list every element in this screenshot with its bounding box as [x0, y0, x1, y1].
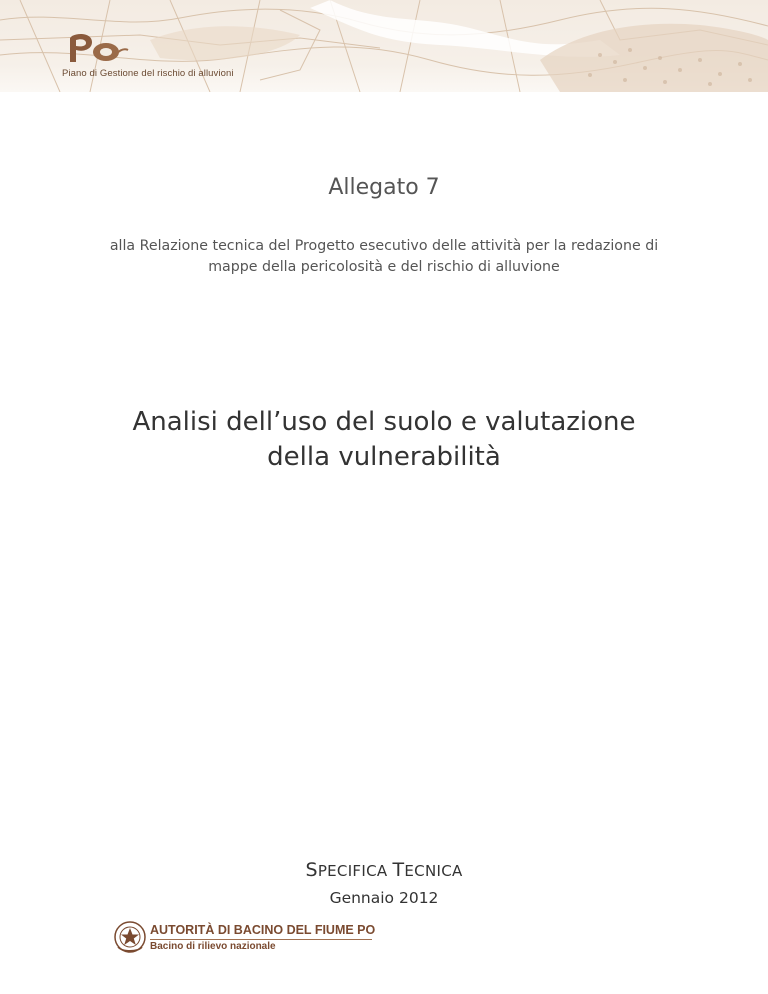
authority-divider: [150, 939, 372, 940]
po-logo-mark: [62, 32, 132, 66]
authority-logo: [112, 919, 382, 957]
document-subtitle: alla Relazione tecnica del Progetto esecutivo delle attività per la redazione di mappe della pericolosità e del rischio di alluvione: [109, 238, 659, 275]
spec-label: [0, 859, 768, 881]
po-logo: [62, 32, 262, 82]
italian-emblem-icon: [112, 919, 148, 955]
document-date: Gennaio 2012: [329, 889, 439, 907]
spec-rest-2: ECNICA: [404, 862, 463, 880]
spec-initial-1: S: [305, 859, 318, 881]
header-map-banner: [0, 0, 768, 92]
logo-caption: Piano di Gestione del rischio di alluvioni: [62, 68, 234, 79]
document-title: [70, 405, 698, 475]
title-line-1: Analisi dell’uso del suolo e valutazione: [132, 407, 636, 437]
authority-subtitle: Bacino di rilievo nazionale: [150, 941, 276, 952]
spec-rest-1: PECIFICA: [317, 862, 393, 880]
title-line-2: della vulnerabilità: [267, 442, 501, 472]
spec-initial-2: T: [392, 859, 405, 881]
allegato-heading: Allegato 7: [328, 175, 440, 200]
authority-name: AUTORITÀ DI BACINO DEL FIUME PO: [150, 923, 376, 937]
